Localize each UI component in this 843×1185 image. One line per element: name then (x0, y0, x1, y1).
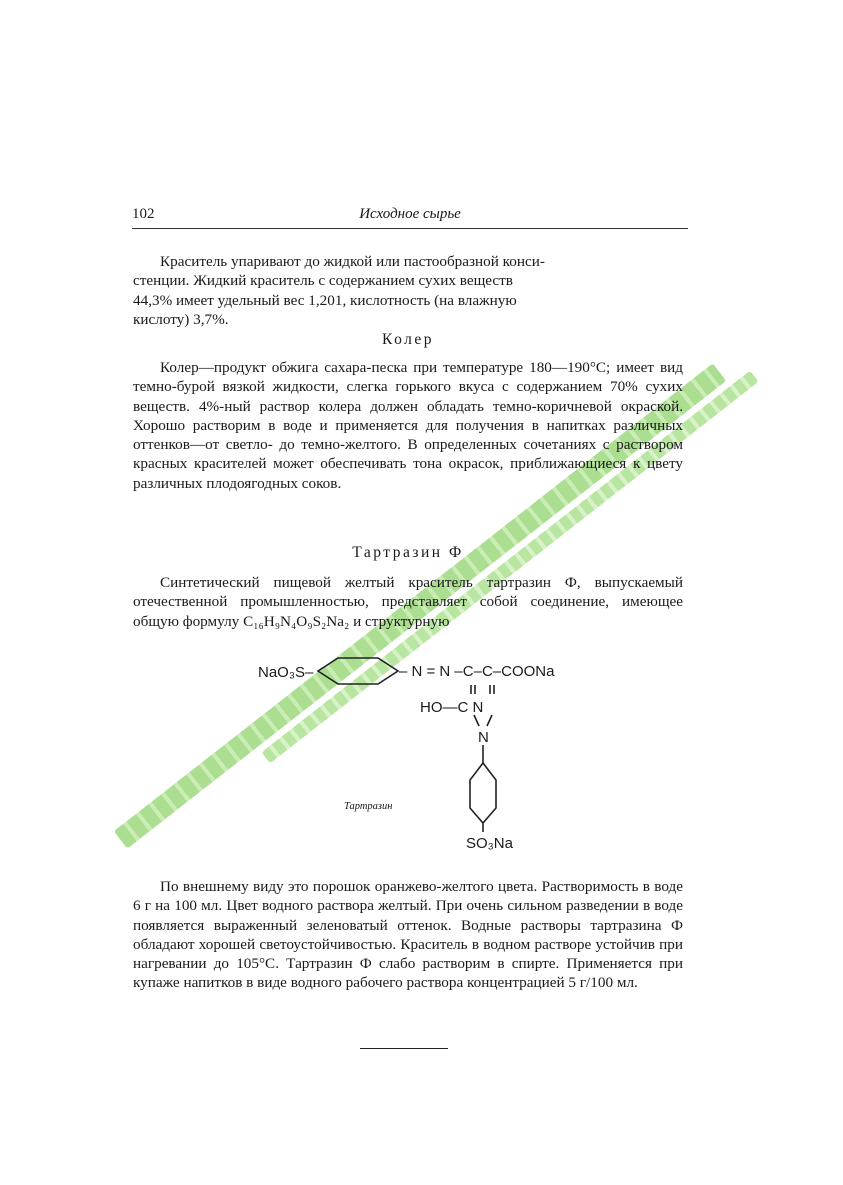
end-rule (360, 1048, 448, 1049)
intro-line: кислоту) 3,7%. (133, 310, 229, 328)
page-number: 102 (132, 206, 155, 222)
brutto-formula: C₁₆H₉N₄O₉S₂Na₂ (243, 612, 350, 630)
intro-line: Краситель упаривают до жидкой или пастообразной конси- (160, 253, 545, 270)
running-title: Исходное сырье (359, 206, 461, 222)
tartrazine-text: Синтетический пищевой желтый краситель тартразин Ф, выпускаемый отечественной промышленностью, представляет собой соединение, имеющее общую формулу (133, 574, 683, 630)
benzene-ring-top (318, 658, 398, 684)
intro-line: 44,3% имеет удельный вес 1,201, кислотность (на влажную (133, 291, 517, 309)
formula-caption: Тартразин (344, 801, 393, 812)
properties-paragraph (133, 877, 683, 993)
koler-text: Колер—продукт обжига сахара-песка при температуре 180—190°С; имеет вид темно-бурой вязкой жидкости, слегка горького вкуса с содержанием 70% сухих веществ. 4%-ный раствор колера должен обладать темно-коричневой окраской. Хорошо растворим в воде и применяется для получения в напитках различных оттенков—от светло- до темно-желтого. В определенных сочетаниях с раствором красных красителей может обеспечивать тона окрасок, приближающиеся к цвету различных плодоягодных соков. (133, 359, 683, 492)
formula-ring-mid: HO—C N (420, 699, 484, 716)
section-heading-koler: Колер (382, 331, 434, 348)
properties-text: По внешнему виду это порошок оранжево-желтого цвета. Растворимость в воде 6 г на 100 мл. Цвет водного раствора желтый. При очень сильном разведении в воде появляется выраженный зеленоватый оттенок. Водные растворы тартразина Ф обладают хорошей светоустойчивостью. Краситель в водном растворе устойчив при нагревании до 105°С. Тартразин Ф слабо растворим в спирте. Применяется при купаже напитков в виде водного рабочего раствора концентрацией 5 г/100 мл. (133, 878, 683, 992)
intro-line: стенции. Жидкий краситель с содержанием сухих веществ (133, 272, 513, 290)
formula-left-group: NaO₃S– (258, 664, 314, 681)
formula-nitrogen: N (478, 729, 489, 746)
formula-bottom-group: SO₃Na (466, 835, 513, 852)
formula-azo-chain: – N = N –C–C–COONa (399, 663, 555, 680)
section-heading-tartrazine: Тартразин Ф (352, 544, 464, 561)
tartrazine-text-tail: и структурную (353, 612, 450, 630)
benzene-ring-bottom (470, 763, 496, 823)
